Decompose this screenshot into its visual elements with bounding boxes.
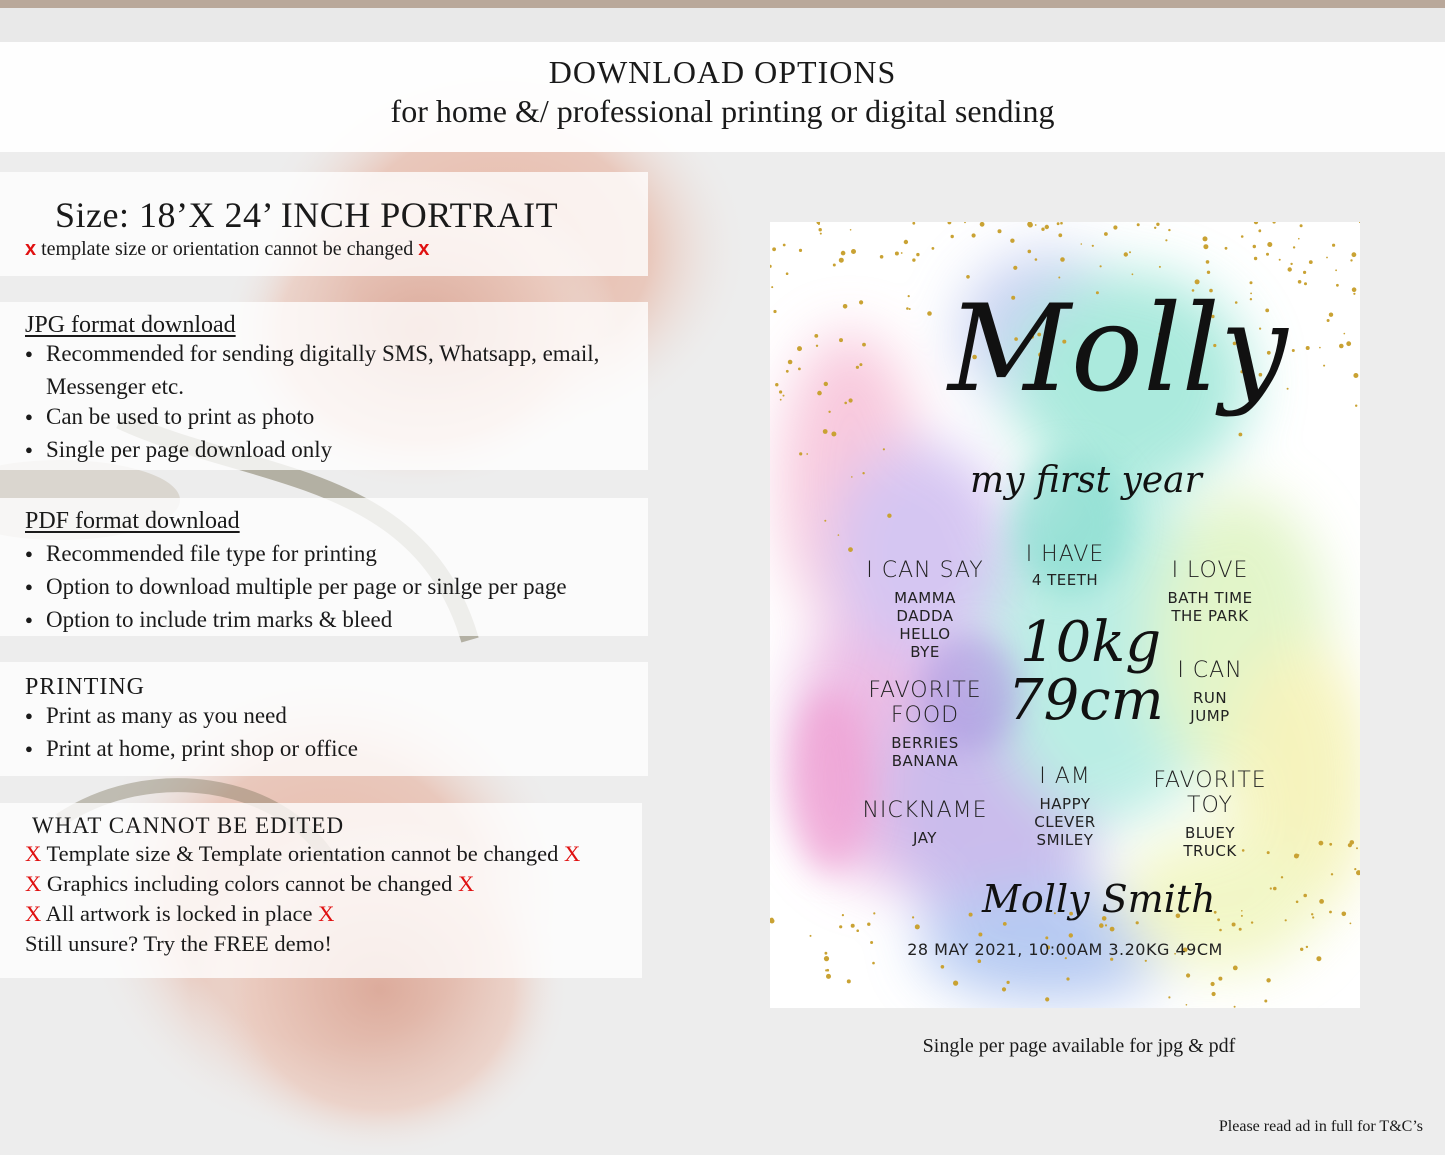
poster-weight: 10kg — [1020, 610, 1162, 675]
list-item: ● Print as many as you need — [25, 701, 648, 734]
pdf-title: PDF format download — [25, 508, 240, 534]
x-mark-icon: X — [563, 841, 581, 866]
cannot-edit-panel — [0, 803, 642, 978]
x-mark-icon: X — [25, 871, 42, 896]
list-item: ● Option to download multiple per page or sinlge per page — [25, 572, 648, 605]
size-title: Size: 18’X 24’ INCH PORTRAIT — [55, 195, 559, 235]
jpg-list — [0, 339, 648, 468]
poster-preview — [770, 222, 1360, 1008]
size-note — [0, 238, 648, 261]
poster-subtitle: my first year — [970, 460, 1202, 501]
cannot-edit-line: X Graphics including colors cannot be changed X — [25, 871, 475, 896]
list-item: ● Recommended for sending digitally SMS, Whatsapp, email, Messenger etc. — [25, 339, 648, 402]
printing-title: PRINTING — [25, 674, 145, 700]
x-mark-icon: x — [25, 238, 37, 260]
poster-full-name: Molly Smith — [982, 877, 1216, 921]
i-have-block: I HAVE 4 TEETH — [1025, 542, 1105, 589]
nickname-block: NICKNAME JAY — [862, 798, 988, 847]
size-note-text: template size or orientation cannot be changed — [41, 238, 414, 260]
printing-panel — [0, 662, 648, 776]
poster-birth-details: 28 MAY 2021, 10:00AM 3.20KG 49CM — [907, 940, 1223, 959]
pdf-panel — [0, 498, 648, 636]
list-item: ● Option to include trim marks & bleed — [25, 605, 648, 638]
list-item: ● Print at home, print shop or office — [25, 734, 648, 767]
x-mark-icon: X — [25, 841, 42, 866]
i-am-block: I AM HAPPY CLEVER SMILEY — [1034, 764, 1096, 849]
header-banner — [0, 42, 1445, 152]
printing-list — [0, 701, 648, 767]
page-subtitle: for home &/ professional printing or digital sending — [390, 93, 1055, 129]
list-item: ● Can be used to print as photo — [25, 402, 648, 435]
favorite-toy-block: FAVORITE TOY BLUEY TRUCK — [1153, 768, 1267, 860]
terms-footnote: Please read ad in full for T&C’s — [1218, 1118, 1423, 1135]
poster-height: 79cm — [1008, 668, 1164, 733]
demo-prompt: Still unsure? Try the FREE demo! — [25, 931, 332, 956]
favorite-food-block: FAVORITE FOOD BERRIES BANANA — [868, 678, 982, 770]
poster-name: Molly — [948, 280, 1288, 419]
jpg-panel — [0, 302, 648, 470]
cannot-edit-line: X Template size & Template orientation cannot be changed X — [25, 841, 581, 866]
poster-content — [770, 222, 1360, 1008]
i-can-say-block: I CAN SAY MAMMA DADDA HELLO BYE — [866, 558, 984, 661]
page-title: DOWNLOAD OPTIONS — [548, 54, 897, 90]
jpg-title: JPG format download — [25, 312, 236, 338]
pdf-list — [0, 539, 648, 638]
x-mark-icon: X — [318, 901, 335, 926]
size-panel — [0, 172, 648, 276]
poster-caption: Single per page available for jpg & pdf — [922, 1035, 1236, 1057]
x-mark-icon: X — [25, 901, 42, 926]
i-can-block: I CAN RUN JUMP — [1177, 658, 1243, 725]
x-mark-icon: x — [418, 238, 430, 260]
cannot-edit-line: X All artwork is locked in place X — [25, 901, 335, 926]
cannot-edit-title: WHAT CANNOT BE EDITED — [32, 813, 345, 838]
list-item: ● Recommended file type for printing — [25, 539, 648, 572]
list-item: ● Single per page download only — [25, 435, 648, 468]
i-love-block: I LOVE BATH TIME THE PARK — [1167, 558, 1253, 625]
x-mark-icon: X — [458, 871, 475, 896]
